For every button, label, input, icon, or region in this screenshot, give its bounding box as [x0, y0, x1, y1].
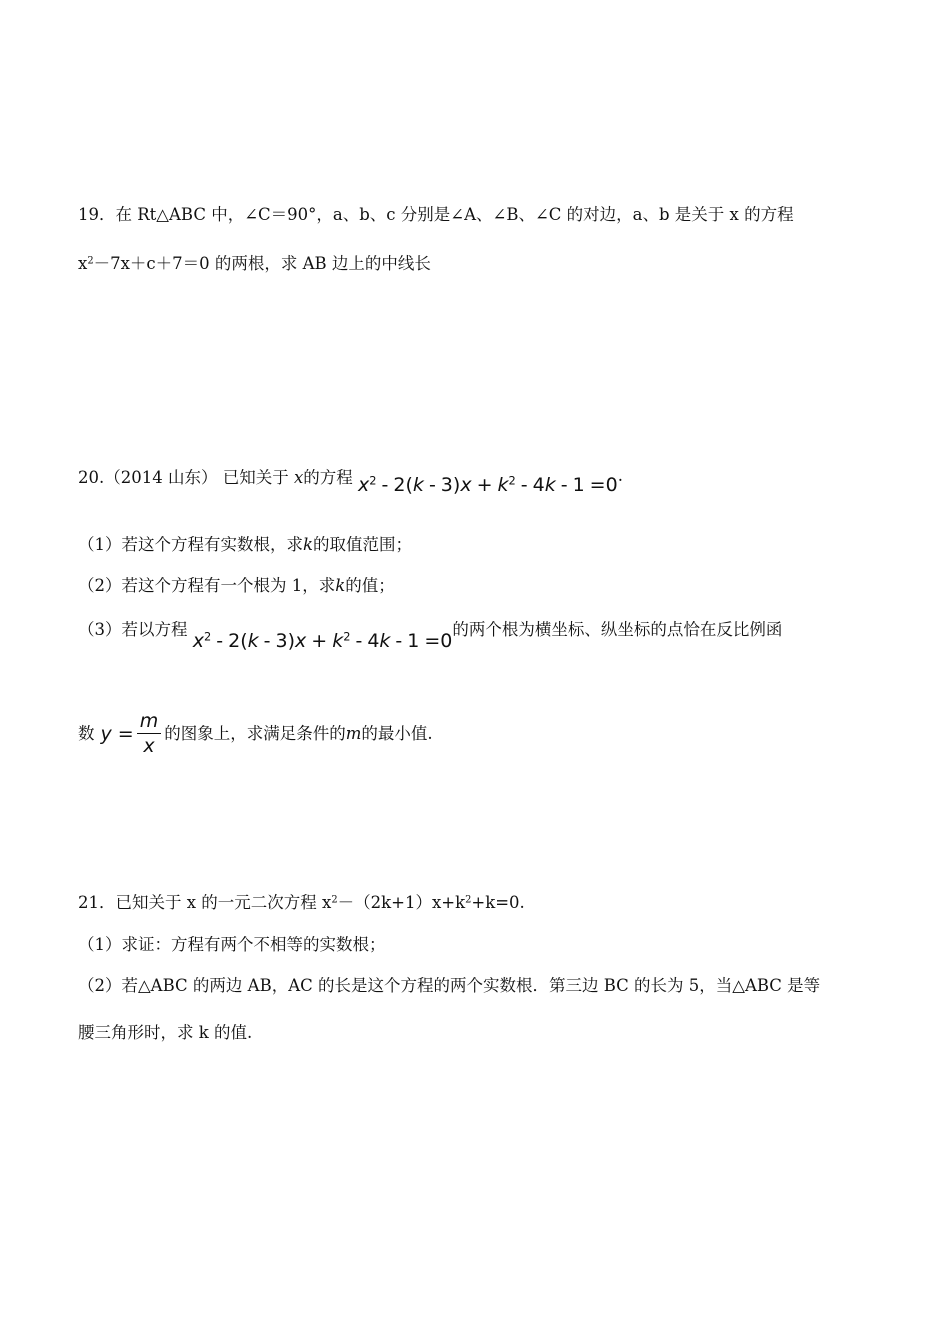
q20-part-3-text-mid: 的两个根为横坐标、纵坐标的点恰在反比例函 — [452, 620, 783, 639]
q20-fraction — [137, 712, 162, 756]
q20-part-1-var: k — [303, 535, 313, 554]
q21-head-middle: －（2k+1）x+k — [337, 893, 466, 912]
q21-part-1: （1）求证：方程有两个不相等的实数根； — [78, 935, 386, 954]
q20-part-2-text-end: 的值； — [345, 576, 395, 595]
q20-heading — [78, 466, 623, 496]
q20-part-2-text: （2）若这个方程有一个根为 1，求 — [78, 576, 336, 595]
q20-part-1-text-end: 的取值范围； — [313, 535, 412, 554]
q20-part-1-text: （1）若这个方程有实数根，求 — [78, 535, 303, 554]
q20-fraction-numerator: m — [137, 712, 162, 734]
q20-equation-period: . — [617, 466, 623, 485]
q20-part-3-line-1 — [78, 620, 783, 652]
q21-part-2-line-1: （2）若△ABC 的两边 AB，AC 的长是这个方程的两个实数根．第三边 BC 的长为 5，当△ABC 是等 — [78, 976, 821, 995]
q20-equation: $x^2 - 2(k - 3)x + k^2 - 4k - 1 =0$ — [358, 473, 618, 496]
q20-part-2 — [78, 578, 395, 595]
q20-function-eq: = — [117, 722, 134, 745]
q21-part-2-line-2: 腰三角形时，求 k 的值. — [78, 1023, 253, 1042]
q20-fraction-denominator: x — [143, 735, 155, 757]
q21-heading — [78, 895, 525, 912]
q20-function — [100, 722, 134, 745]
q20-part-3-var-m: m — [345, 723, 362, 743]
q19-var-x: x — [78, 254, 88, 273]
q20-part-3-text: （3）若以方程 — [78, 620, 188, 639]
q19-line-2 — [78, 256, 431, 273]
q20-part-3-equation: $x^2 - 2(k - 3)x + k^2 - 4k - 1 =0$ — [192, 629, 453, 652]
q20-part-2-var: k — [335, 576, 346, 595]
q20-part-1 — [78, 537, 412, 554]
q20-head-after: 的方程 — [303, 468, 353, 487]
q21-head-text: 21．已知关于 x 的一元二次方程 x — [78, 893, 332, 912]
q20-part-3-text-shu: 数 — [78, 723, 95, 743]
q21-exponent-1: 2 — [331, 894, 338, 906]
q20-part-3-line-2 — [78, 712, 433, 756]
q20-part-3-text-end: 的最小值. — [361, 723, 433, 743]
q20-head-text: 20.（2014 山东） 已知关于 — [78, 468, 289, 487]
q21-exponent-2: 2 — [465, 894, 472, 906]
q19-equation-rest: －7x＋c＋7＝0 的两根，求 AB 边上的中线长 — [93, 254, 431, 273]
q20-part-3-text-tail: 的图象上，求满足条件的 — [164, 723, 346, 743]
q20-function-y: y — [100, 722, 112, 745]
q20-var-x: x — [293, 468, 304, 487]
q19-line-1: 19．在 Rt△ABC 中，∠C＝90°，a、b、c 分别是∠A、∠B、∠C 的对边，a、b 是关于 x 的方程 — [78, 205, 794, 224]
q19-exponent: 2 — [87, 255, 94, 267]
q21-head-end: +k=0. — [471, 893, 525, 912]
